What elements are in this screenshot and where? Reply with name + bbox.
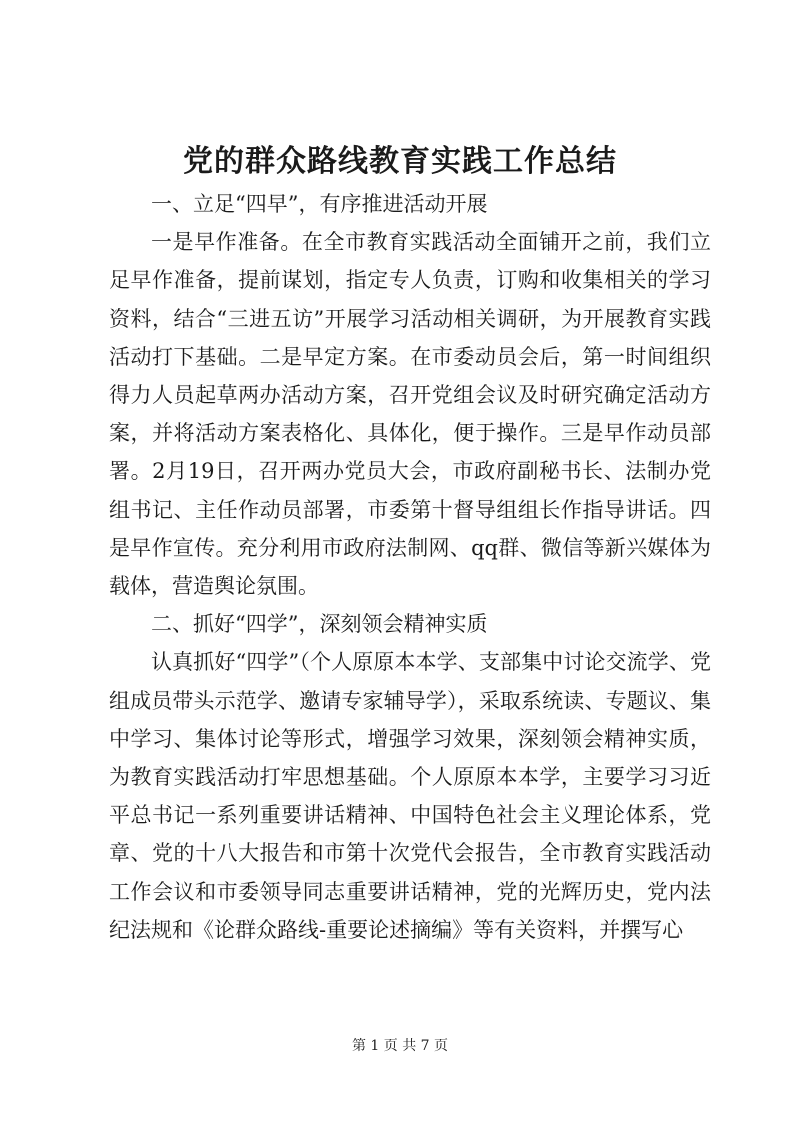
document-title: 党的群众路线教育实践工作总结 <box>183 144 617 179</box>
page-number-footer: 第 1 页 共 7 页 <box>351 1038 449 1054</box>
section-heading-1: 一、立足“四早”，有序推进活动开展 <box>151 192 488 216</box>
paragraph-preparation: 一是早作准备。在全市教育实践活动全面铺开之前，我们立足早作准备，提前谋划，指定专人负责，订购和收集相关的学习资料，结合“三进五访”开展学习活动相关调研，为开展教育实践活动打下基础。二是早定方案。在市委动员会后，第一时间组织得力人员起草两办活动方案，召开党组会议及时研究确定活动方案，并将活动方案表格化、具体化，便于操作。三是早作动员部署。2月19日，召开两办党员大会，市政府副秘书长、法制办党组书记、主任作动员部署，市委第十督导组组长作指导讲话。四是早作宣传。充分利用市政府法制网、qq群、微信等新兴媒体为载体，营造舆论氛围。 <box>109 230 711 599</box>
paragraph-study: 认真抓好“四学”（个人原原本本学、支部集中讨论交流学、党组成员带头示范学、邀请专家辅导学），采取系统读、专题议、集中学习、集体讨论等形式，增强学习效果，深刻领会精神实质，为教育实践活动打牢思想基础。个人原原本本学，主要学习习近平总书记一系列重要讲话精神、中国特色社会主义理论体系，党章、党的十八大报告和市第十次党代会报告，全市教育实践活动工作会议和市委领导同志重要讲话精神，党的光辉历史，党内法纪法规和《论群众路线-重要论述摘编》等有关资料，并撰写心 <box>109 650 711 942</box>
document-body <box>109 185 711 949</box>
section-heading-2: 二、抓好“四学”，深刻领会精神实质 <box>151 612 488 637</box>
